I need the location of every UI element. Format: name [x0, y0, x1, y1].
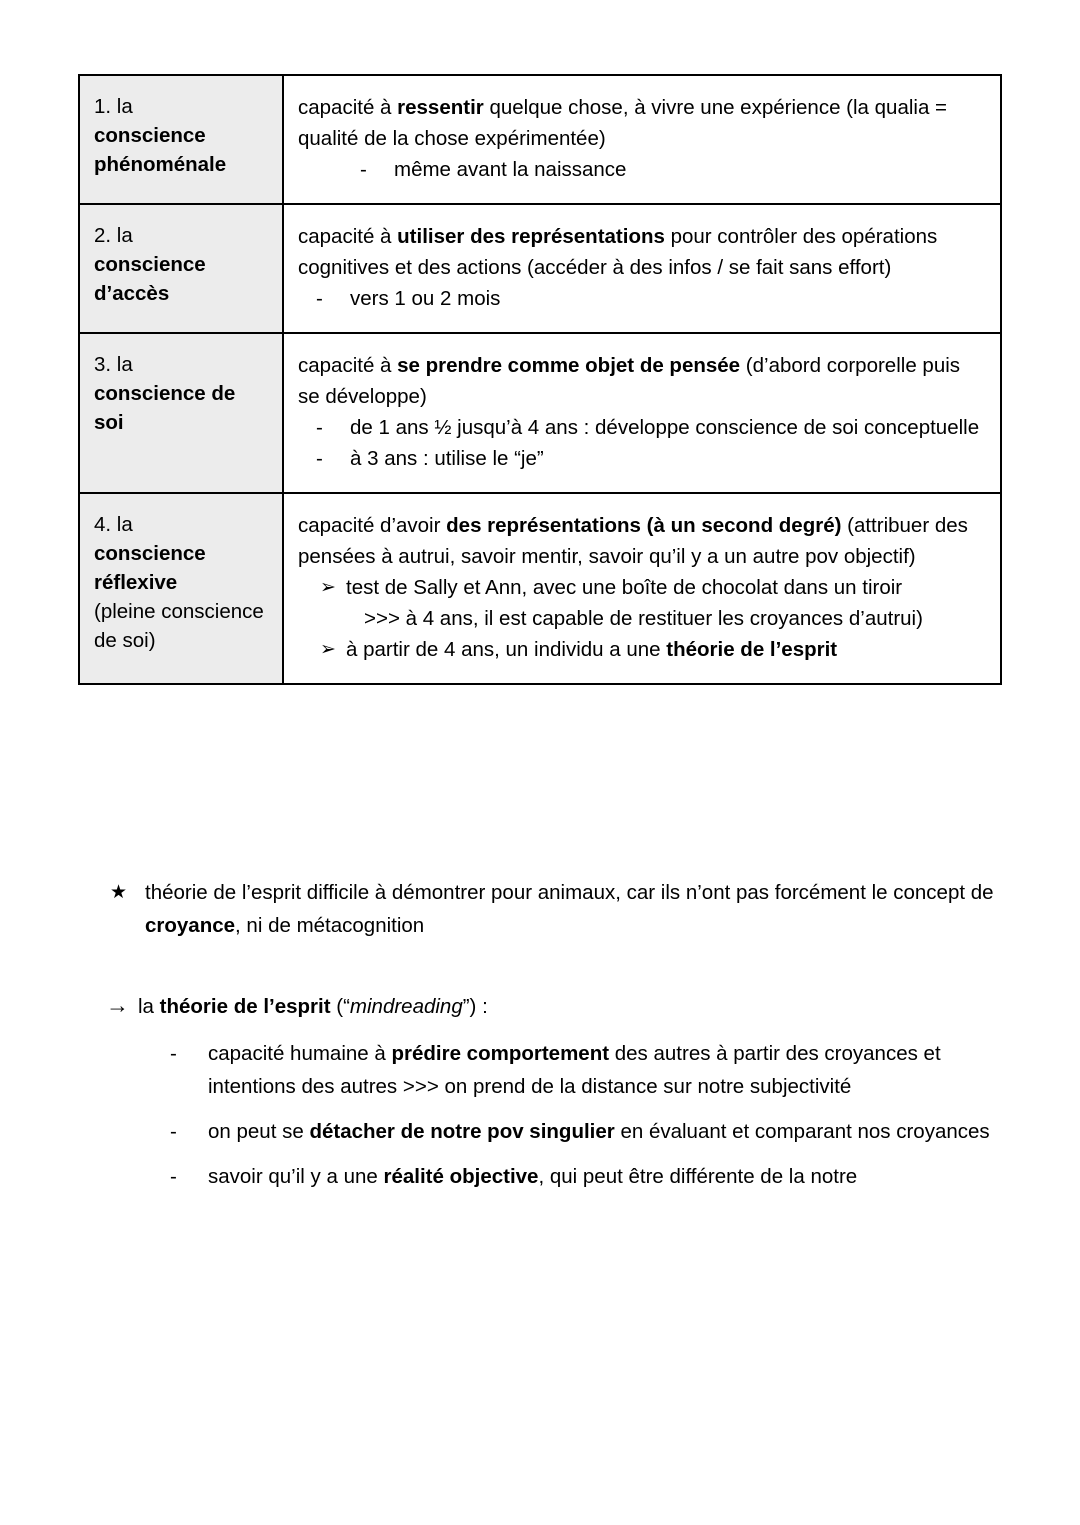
- dash-bullet-icon: -: [316, 287, 323, 310]
- dash-bullet-icon: -: [316, 416, 323, 439]
- table-row: [79, 493, 1001, 684]
- theory-of-mind-list: [78, 1037, 1018, 1193]
- row-label-name-1: conscience phénoménale: [94, 124, 227, 176]
- star-note-prefix: théorie de l’esprit difficile à démontrer pour animaux, car ils n’ont pas forcément le concept de: [145, 881, 994, 904]
- table-row: [79, 75, 1001, 204]
- row-label-cell-2: [79, 204, 283, 333]
- star-note: [110, 876, 1025, 942]
- row-desc-cell-3: [283, 333, 1001, 493]
- row-label-number-3: 3. la: [94, 353, 133, 376]
- arrowhead-bullet-icon: ➢: [320, 577, 336, 598]
- row-label-name-4: conscience réflexive: [94, 542, 206, 594]
- table-row: [79, 333, 1001, 493]
- desc-emphasis: se prendre comme objet de pensée: [397, 354, 741, 377]
- notes-section: [78, 876, 1018, 1205]
- heading-italic-term: mindreading: [349, 995, 463, 1018]
- list-item-emphasis: réalité objective: [383, 1165, 539, 1188]
- list-item: [170, 1037, 1008, 1103]
- row-desc-paragraph-4: [298, 510, 986, 572]
- row-label-cell-4: [79, 493, 283, 684]
- desc-emphasis: ressentir: [397, 96, 484, 119]
- desc-prefix: capacité à: [298, 225, 398, 248]
- table-row: [79, 204, 1001, 333]
- list-item-suffix: , qui peut être différente de la notre: [538, 1165, 858, 1188]
- table-body: [79, 75, 1001, 684]
- row-label-cell-3: [79, 333, 283, 493]
- desc-suffix: (attribuer des pensées à autrui, savoir mentir, savoir qu’il y a un autre pov objectif): [298, 514, 968, 568]
- heading-prefix: la: [138, 995, 160, 1018]
- row-desc-cell-1: [283, 75, 1001, 204]
- row-sublist-1: [298, 154, 986, 185]
- list-item-text: vers 1 ou 2 mois: [350, 287, 501, 310]
- list-item-suffix: en évaluant et comparant nos croyances: [614, 1120, 990, 1143]
- list-item: [320, 572, 986, 634]
- dash-bullet-icon: -: [170, 1042, 177, 1065]
- row-desc-paragraph-3: [298, 350, 986, 412]
- star-note-suffix: , ni de métacognition: [235, 914, 425, 937]
- list-item: [316, 443, 986, 474]
- list-item-prefix: capacité humaine à: [208, 1042, 392, 1065]
- heading-emphasis: théorie de l’esprit: [159, 995, 331, 1018]
- star-bullet-icon: ★: [110, 882, 128, 903]
- row-label-number-2: 2. la: [94, 224, 133, 247]
- list-item-emphasis: théorie de l’esprit: [666, 638, 838, 661]
- list-item: [360, 154, 986, 185]
- dash-bullet-icon: -: [170, 1120, 177, 1143]
- list-item-text: à partir de 4 ans, un individu a une: [346, 638, 667, 661]
- dash-bullet-icon: -: [170, 1165, 177, 1188]
- list-item-prefix: on peut se: [208, 1120, 310, 1143]
- row-sublist-3: [298, 412, 986, 474]
- theory-of-mind-heading: [106, 990, 1018, 1023]
- star-note-emphasis: croyance: [145, 914, 236, 937]
- right-arrow-icon: →: [106, 992, 129, 1018]
- arrowhead-bullet-icon: ➢: [320, 639, 336, 660]
- list-item: [316, 283, 986, 314]
- list-item-text: de 1 ans ½ jusqu’à 4 ans : développe conscience de soi conceptuelle: [350, 416, 980, 439]
- list-item-continuation: >>> à 4 ans, il est capable de restituer les croyances d’autrui): [364, 607, 923, 630]
- list-item-prefix: savoir qu’il y a une: [208, 1165, 384, 1188]
- heading-suffix: ”) :: [462, 995, 488, 1018]
- desc-suffix: pour contrôler des opérations cognitives et des actions (accéder à des infos / se fait sans effort): [298, 225, 938, 279]
- row-sublist-4: [298, 572, 986, 665]
- list-item: [170, 1115, 1008, 1148]
- row-sublist-2: [298, 283, 986, 314]
- row-label-name-3: conscience de soi: [94, 382, 236, 434]
- list-item-text: à 3 ans : utilise le “je”: [350, 447, 544, 470]
- desc-prefix: capacité à: [298, 354, 398, 377]
- desc-prefix: capacité d’avoir: [298, 514, 447, 537]
- row-desc-cell-4: [283, 493, 1001, 684]
- list-item: [320, 634, 986, 665]
- desc-prefix: capacité à: [298, 96, 398, 119]
- list-item-suffix: des autres à partir des croyances et intentions des autres >>> on prend de la distance sur notre subjectivité: [208, 1042, 941, 1098]
- row-desc-paragraph-1: [298, 92, 986, 154]
- desc-emphasis: des représentations (à un second degré): [446, 514, 842, 537]
- row-label-note-4: (pleine conscience de soi): [94, 600, 264, 652]
- row-label-number-1: 1. la: [94, 95, 133, 118]
- list-item: [170, 1160, 1008, 1193]
- row-desc-cell-2: [283, 204, 1001, 333]
- dash-bullet-icon: -: [360, 158, 367, 181]
- heading-mid: (“: [330, 995, 350, 1018]
- list-item-emphasis: prédire comportement: [391, 1042, 610, 1065]
- row-label-cell-1: [79, 75, 283, 204]
- desc-suffix: quelque chose, à vivre une expérience (la qualia = qualité de la chose expérimentée): [298, 96, 948, 150]
- row-label-name-2: conscience d’accès: [94, 253, 206, 305]
- row-label-number-4: 4. la: [94, 513, 133, 536]
- list-item: [316, 412, 986, 443]
- row-desc-paragraph-2: [298, 221, 986, 283]
- desc-emphasis: utiliser des représentations: [397, 225, 665, 248]
- list-item-text: même avant la naissance: [394, 158, 627, 181]
- dash-bullet-icon: -: [316, 447, 323, 470]
- list-item-text: test de Sally et Ann, avec une boîte de chocolat dans un tiroir: [346, 576, 903, 599]
- desc-suffix: (d’abord corporelle puis se développe): [298, 354, 961, 408]
- consciousness-levels-table: [78, 74, 1002, 685]
- list-item-emphasis: détacher de notre pov singulier: [309, 1120, 615, 1143]
